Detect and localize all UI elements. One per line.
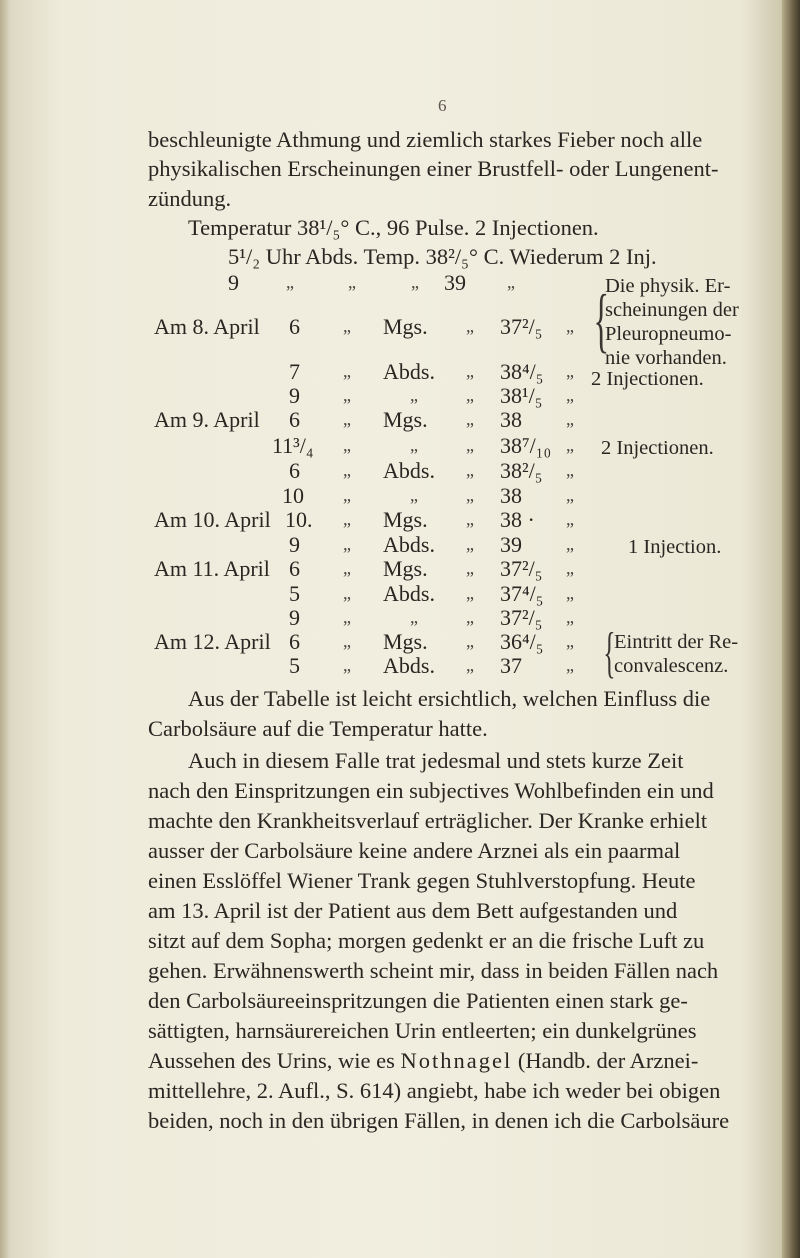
row-0-time: „: [348, 272, 356, 292]
row-11-hour: 5: [289, 581, 300, 606]
row-13-temp: 36⁴/₅: [500, 629, 544, 654]
row-7-ditto-a: „: [343, 485, 351, 505]
row-0-ditto-b: „: [411, 272, 419, 292]
row-12-hour: 9: [289, 605, 300, 630]
row-3-time: „: [410, 385, 418, 405]
row-14-temp: 37: [500, 653, 522, 678]
row-8-hour: 10.: [285, 507, 313, 532]
note-eintritt-2: convalescenz.: [614, 655, 729, 677]
row-12-temp: 37²/₅: [500, 605, 543, 630]
row-12-time: „: [410, 607, 418, 627]
row-3-hour: 9: [289, 383, 300, 408]
row-4-ditto-c: „: [566, 409, 574, 429]
row-4-ditto-a: „: [343, 409, 351, 429]
row-5-hour: 11³/₄: [272, 433, 314, 458]
row-9-time: Abds.: [383, 532, 435, 557]
row-7-temp: 38: [500, 483, 522, 508]
row-14-time: Abds.: [383, 653, 435, 678]
row-4-ditto-b: „: [466, 409, 474, 429]
para2-line-11-start: Aussehen des Urins, wie es: [148, 1048, 395, 1073]
temperature-line-2: 5¹/₂ Uhr Abds. Temp. 38²/₅° C. Wiederum 2 Inj.: [228, 244, 657, 269]
note-1-injection: 1 Injection.: [628, 536, 722, 558]
note-2-injections-b: 2 Injectionen.: [601, 437, 714, 459]
para2-line-1: Auch in diesem Falle trat jedesmal und stets kurze Zeit: [188, 748, 684, 773]
para1-line-1: Aus der Tabelle ist leicht ersichtlich, welchen Einfluss die: [188, 686, 711, 711]
para2-line-4: ausser der Carbolsäure keine andere Arznei als ein paarmal: [148, 838, 681, 863]
row-6-temp: 38²/₅: [500, 458, 543, 483]
row-13-hour: 6: [289, 629, 300, 654]
row-1-ditto-b: „: [466, 316, 474, 336]
curly-brace-physik: {: [593, 280, 610, 360]
para2-line-3: machte den Krankheitsverlauf erträglicher. Der Kranke erhielt: [148, 808, 708, 833]
row-13-ditto-b: „: [466, 631, 474, 651]
row-9-hour: 9: [289, 532, 300, 557]
row-7-hour: 10: [282, 483, 304, 508]
row-1-hour: 6: [289, 314, 300, 339]
row-14-ditto-c: „: [566, 655, 574, 675]
row-10-ditto-b: „: [466, 558, 474, 578]
row-5-time: „: [410, 435, 418, 455]
row-11-temp: 37⁴/₅: [500, 581, 544, 606]
row-9-ditto-a: „: [343, 534, 351, 554]
row-12-ditto-c: „: [566, 607, 574, 627]
row-14-ditto-b: „: [466, 655, 474, 675]
row-1-time: Mgs.: [383, 314, 428, 339]
row-0-temp: 39: [444, 270, 466, 295]
row-0-hour: 9: [228, 270, 239, 295]
row-9-temp: 39: [500, 532, 522, 557]
row-6-ditto-c: „: [566, 460, 574, 480]
row-4-time: Mgs.: [383, 407, 428, 432]
row-1-temp: 37²/₅: [500, 314, 543, 339]
para2-line-13: beiden, noch in den übrigen Fällen, in denen ich die Carbolsäure: [148, 1108, 730, 1133]
row-5-ditto-a: „: [343, 435, 351, 455]
row-11-ditto-a: „: [343, 583, 351, 603]
row-2-ditto-c: „: [566, 361, 574, 381]
intro-line-3: zündung.: [148, 186, 232, 211]
para2-line-9: den Carbolsäureeinspritzungen die Patienten einen stark ge-: [148, 988, 688, 1013]
row-10-temp: 37²/₅: [500, 556, 543, 581]
para2-line-8: gehen. Erwähnenswerth scheint mir, dass in beiden Fällen nach: [148, 958, 719, 983]
row-12-ditto-a: „: [343, 607, 351, 627]
note-physik-1: Die physik. Er-: [605, 275, 731, 297]
row-5-ditto-b: „: [466, 435, 474, 455]
row-7-time: „: [410, 485, 418, 505]
row-8-time: Mgs.: [383, 507, 428, 532]
row-4-hour: 6: [289, 407, 300, 432]
page-number: 6: [438, 96, 447, 115]
row-11-ditto-c: „: [566, 583, 574, 603]
row-6-ditto-a: „: [343, 460, 351, 480]
para2-line-12: mittellehre, 2. Aufl., S. 614) angiebt, habe ich weder bei obigen: [148, 1078, 721, 1103]
para2-line-2: nach den Einspritzungen ein subjectives Wohlbefinden ein und: [148, 778, 714, 803]
row-7-ditto-b: „: [466, 485, 474, 505]
row-10-ditto-c: „: [566, 558, 574, 578]
para2-line-11: [148, 1048, 698, 1074]
row-2-temp: 38⁴/₅: [500, 359, 544, 384]
para2-line-6: am 13. April ist der Patient aus dem Bett aufgestanden und: [148, 898, 678, 923]
row-1-ditto-c: „: [566, 316, 574, 336]
row-4-date: Am 9. April: [154, 407, 260, 432]
row-10-time: Mgs.: [383, 556, 428, 581]
intro-line-1: beschleunigte Athmung und ziemlich starkes Fieber noch alle: [148, 127, 703, 152]
note-2-injections-a: 2 Injectionen.: [591, 368, 704, 390]
curly-brace-eintritt: {: [603, 622, 616, 684]
row-9-ditto-b: „: [466, 534, 474, 554]
row-3-ditto-a: „: [343, 385, 351, 405]
row-3-temp: 38¹/₅: [500, 383, 543, 408]
row-14-hour: 5: [289, 653, 300, 678]
row-8-temp: 38 ·: [500, 507, 535, 532]
row-4-temp: 38: [500, 407, 522, 432]
note-physik-2: scheinungen der: [605, 299, 739, 321]
row-5-temp: 38⁷/₁₀: [500, 433, 552, 458]
author-name-nothnagel: Nothnagel: [400, 1048, 513, 1073]
row-2-hour: 7: [289, 359, 300, 384]
row-2-ditto-b: „: [466, 361, 474, 381]
row-14-ditto-a: „: [343, 655, 351, 675]
intro-line-2: physikalischen Erscheinungen einer Brustfell- oder Lungenent-: [148, 156, 719, 181]
para2-line-11-end: (Handb. der Arznei-: [517, 1048, 699, 1073]
row-10-ditto-a: „: [343, 558, 351, 578]
row-13-date: Am 12. April: [154, 629, 271, 654]
row-1-ditto-a: „: [343, 316, 351, 336]
para2-line-5: einen Esslöffel Wiener Trank gegen Stuhlverstopfung. Heute: [148, 868, 696, 893]
row-6-hour: 6: [289, 458, 300, 483]
para2-line-10: sättigten, harnsäurereichen Urin entleerten; ein dunkelgrünes: [148, 1018, 697, 1043]
note-eintritt-1: Eintritt der Re-: [614, 631, 739, 653]
row-10-date: Am 11. April: [154, 556, 270, 581]
row-8-ditto-b: „: [466, 509, 474, 529]
row-13-ditto-c: „: [566, 631, 574, 651]
row-0-ditto-a: „: [286, 272, 294, 292]
para1-line-2: Carbolsäure auf die Temperatur hatte.: [148, 716, 488, 741]
row-8-ditto-c: „: [566, 509, 574, 529]
row-11-ditto-b: „: [466, 583, 474, 603]
row-8-ditto-a: „: [343, 509, 351, 529]
row-12-ditto-b: „: [466, 607, 474, 627]
row-11-time: Abds.: [383, 581, 435, 606]
row-7-ditto-c: „: [566, 485, 574, 505]
note-physik-4: nie vorhanden.: [605, 347, 727, 369]
row-3-ditto-b: „: [466, 385, 474, 405]
row-9-ditto-c: „: [566, 534, 574, 554]
para2-line-7: sitzt auf dem Sopha; morgen gedenkt er an die frische Luft zu: [148, 928, 705, 953]
row-8-date: Am 10. April: [154, 507, 271, 532]
row-2-ditto-a: „: [343, 361, 351, 381]
row-6-ditto-b: „: [466, 460, 474, 480]
row-2-time: Abds.: [383, 359, 435, 384]
row-0-ditto-c: „: [507, 272, 515, 292]
temperature-line-1: Temperatur 38¹/₅° C., 96 Pulse. 2 Injectionen.: [188, 215, 599, 240]
row-13-ditto-a: „: [343, 631, 351, 651]
row-13-time: Mgs.: [383, 629, 428, 654]
note-physik-3: Pleuropneumo-: [605, 323, 732, 345]
row-3-ditto-c: „: [566, 385, 574, 405]
row-6-time: Abds.: [383, 458, 435, 483]
row-1-date: Am 8. April: [154, 314, 260, 339]
row-5-ditto-c: „: [566, 435, 574, 455]
row-10-hour: 6: [289, 556, 300, 581]
